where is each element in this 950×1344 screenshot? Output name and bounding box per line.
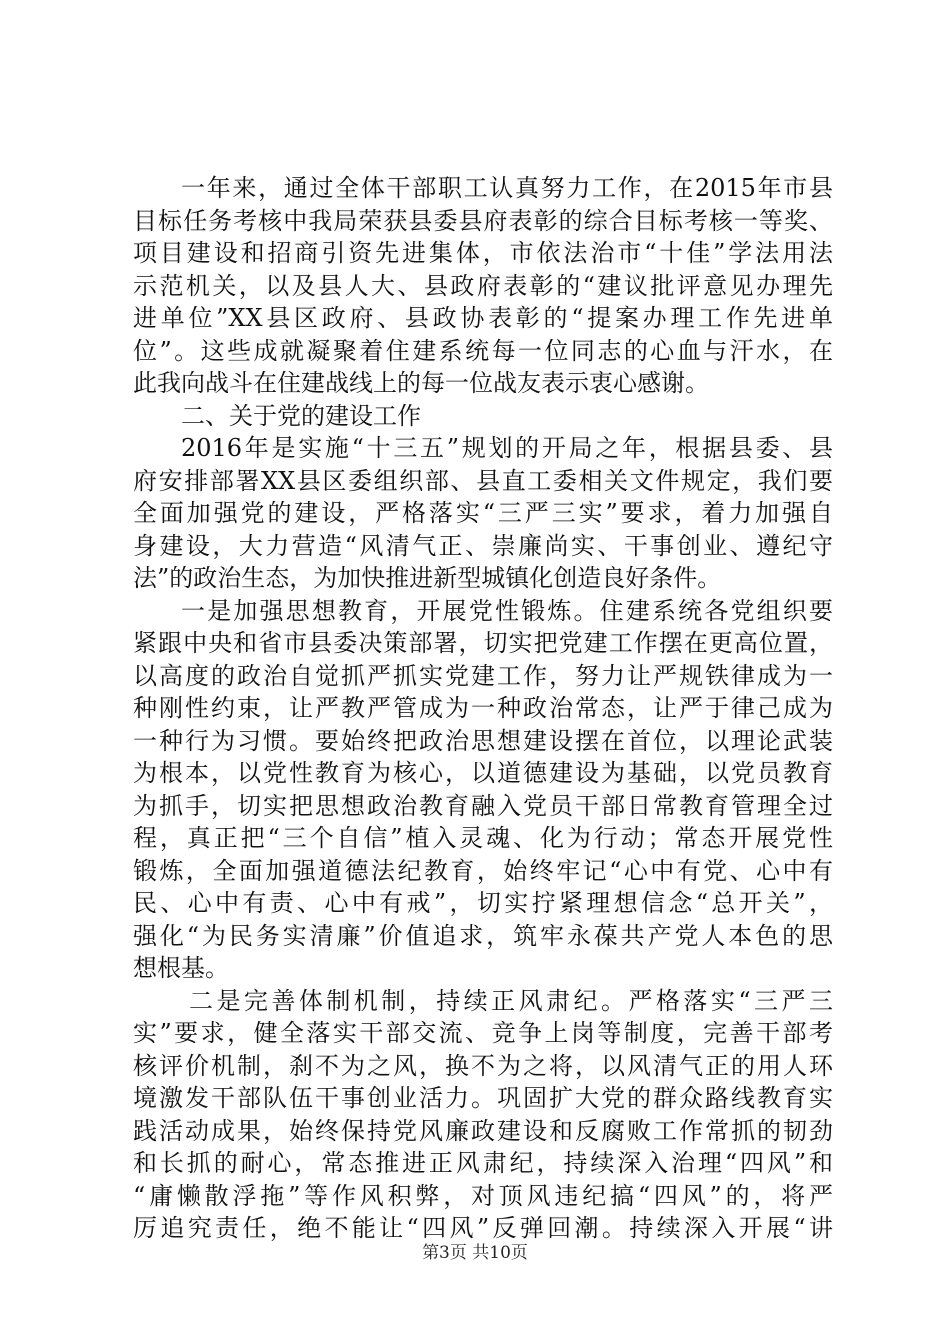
paragraph-line: 目标任务考核中我局荣获县委县府表彰的综合目标考核一等奖、 bbox=[133, 206, 833, 235]
paragraph-line: 锻炼，全面加强道德法纪教育，始终牢记“心中有党、心中有 bbox=[133, 856, 833, 885]
paragraph-line: 一年来，通过全体干部职工认真努力工作，在2015年市县 bbox=[181, 174, 833, 202]
paragraph-line: 紧跟中央和省市县委决策部署，切实把党建工作摆在更高位置， bbox=[133, 629, 833, 657]
paragraph-line: 项目建设和招商引资先进集体，市依法治市“十佳”学法用法 bbox=[133, 239, 833, 267]
page-number: 第3页 共10页 bbox=[422, 1243, 528, 1263]
section-heading: 二、关于党的建设工作 bbox=[181, 401, 421, 430]
paragraph-line: 厉追究责任，绝不能让“四风”反弹回潮。持续深入开展“讲 bbox=[133, 1214, 833, 1242]
paragraph-line: 身建设，大力营造“风清气正、崇廉尚实、干事创业、遵纪守 bbox=[133, 531, 833, 560]
paragraph-line: 核评价机制，刹不为之风，换不为之将，以风清气正的用人环 bbox=[133, 1051, 833, 1080]
paragraph-line: 此我向战斗在住建战线上的每一位战友表示衷心感谢。 bbox=[133, 369, 709, 397]
paragraph-line: 和长抓的耐心，常态推进正风肃纪，持续深入治理“四风”和 bbox=[133, 1149, 833, 1177]
paragraph-line: 一是加强思想教育，开展党性锻炼。住建系统各党组织要 bbox=[181, 596, 833, 625]
paragraph-line: 示范机关，以及县人大、县政府表彰的“建议批评意见办理先 bbox=[133, 271, 833, 300]
paragraph-line: 强化“为民务实清廉”价值追求，筑牢永葆共产党人本色的思 bbox=[133, 921, 833, 950]
paragraph-line: 为抓手，切实把思想政治教育融入党员干部日常教育管理全过 bbox=[133, 791, 833, 820]
paragraph-line: 府安排部署XX县区委组织部、县直工委相关文件规定，我们要 bbox=[133, 466, 833, 495]
paragraph-line: 进单位”XX县区政府、县政协表彰的“提案办理工作先进单 bbox=[133, 304, 833, 332]
paragraph-line: “庸懒散浮拖”等作风积弊，对顶风违纪搞“四风”的，将严 bbox=[133, 1181, 833, 1210]
paragraph-line: 实”要求，健全落实干部交流、竞争上岗等制度，完善干部考 bbox=[133, 1019, 833, 1047]
paragraph-line: 程，真正把“三个自信”植入灵魂、化为行动；常态开展党性 bbox=[133, 824, 833, 852]
paragraph-line: 以高度的政治自觉抓严抓实党建工作，努力让严规铁律成为一 bbox=[133, 661, 833, 690]
paragraph-line: 为根本，以党性教育为核心，以道德建设为基础，以党员教育 bbox=[133, 759, 833, 787]
paragraph-line: 民、心中有责、心中有戒”，切实拧紧理想信念“总开关”， bbox=[133, 889, 833, 917]
paragraph-line: 一种行为习惯。要始终把政治思想建设摆在首位，以理论武装 bbox=[133, 726, 833, 755]
paragraph-line: 法”的政治生态，为加快推进新型城镇化创造良好条件。 bbox=[133, 564, 722, 592]
paragraph-line: 位”。这些成就凝聚着住建系统每一位同志的心血与汗水，在 bbox=[133, 336, 833, 365]
paragraph-line: 想根基。 bbox=[133, 954, 229, 982]
document-body bbox=[133, 172, 833, 1245]
paragraph-line: 践活动成果，始终保持党风廉政建设和反腐败工作常抓的韧劲 bbox=[133, 1116, 833, 1145]
paragraph-line: 全面加强党的建设，严格落实“三严三实”要求，着力加强自 bbox=[133, 499, 833, 527]
paragraph-line: 2016年是实施“十三五”规划的开局之年，根据县委、县 bbox=[181, 434, 833, 462]
paragraph-line: 种刚性约束，让严教严管成为一种政治常态，让严于律己成为 bbox=[133, 694, 833, 722]
paragraph-line: 境激发干部队伍干事创业活力。巩固扩大党的群众路线教育实 bbox=[133, 1084, 833, 1112]
paragraph-line: 二是完善体制机制，持续正风肃纪。严格落实“三严三 bbox=[189, 986, 833, 1015]
